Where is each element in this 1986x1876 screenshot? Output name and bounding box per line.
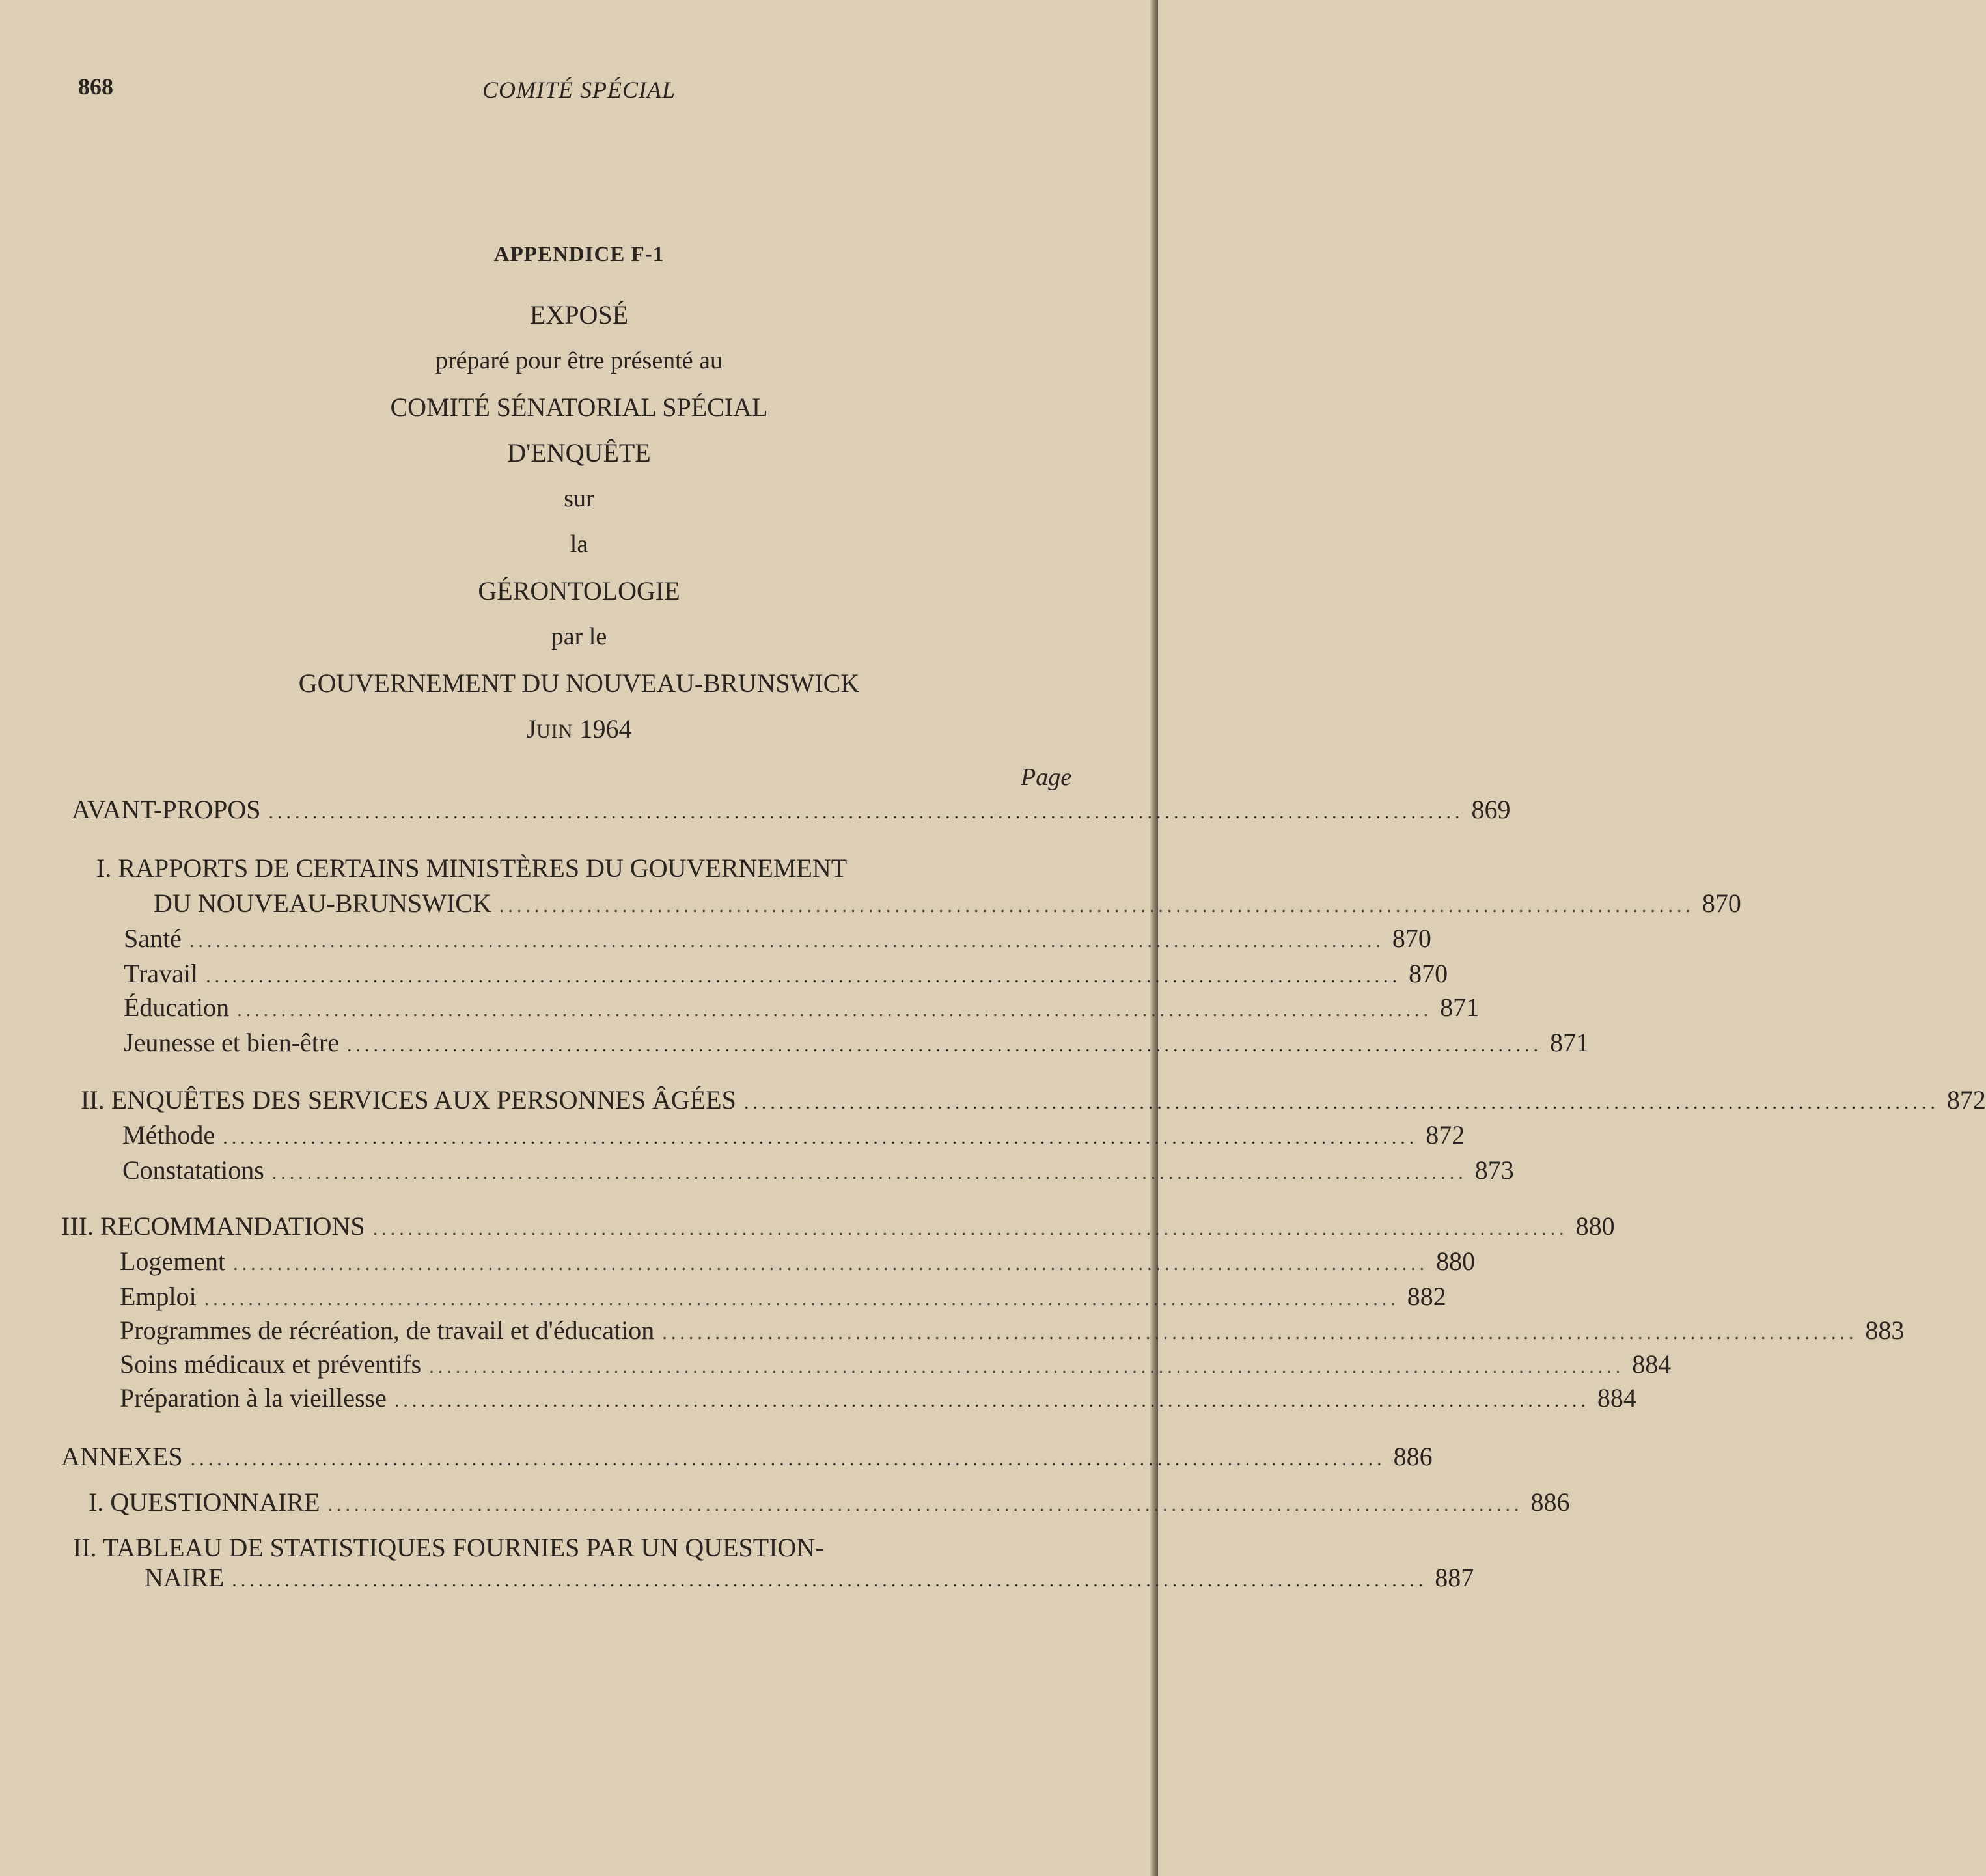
toc-entry-label: Soins médicaux et préventifs bbox=[120, 1349, 422, 1379]
toc-entry-label: Santé bbox=[124, 924, 182, 953]
toc-entry-page: 882 bbox=[1407, 1282, 1446, 1311]
toc-entry-label: Travail bbox=[124, 959, 199, 988]
toc-section-2 bbox=[81, 1084, 1986, 1117]
toc-entry-page: 870 bbox=[1409, 959, 1448, 988]
toc-entry-preparation bbox=[120, 1383, 1636, 1415]
toc-entry-page: 880 bbox=[1575, 1211, 1615, 1241]
toc-entry-sante bbox=[124, 923, 1431, 956]
dot-leader: ........................................................................................................................................ bbox=[237, 999, 1433, 1021]
toc-annex-questionnaire bbox=[89, 1487, 1570, 1519]
toc-entry-label: ANNEXES bbox=[61, 1442, 183, 1471]
toc-entry-label: Constatations bbox=[122, 1155, 264, 1185]
title-line-gouvernement: GOUVERNEMENT DU NOUVEAU-BRUNSWICK bbox=[298, 669, 860, 698]
dot-leader: ........................................................................................................................................ bbox=[662, 1322, 1858, 1344]
toc-entry-emploi bbox=[120, 1281, 1446, 1314]
toc-entry-education bbox=[124, 992, 1480, 1025]
toc-entry-travail bbox=[124, 958, 1448, 991]
date-small-caps: UIN bbox=[536, 721, 573, 742]
toc-annex-tableau bbox=[145, 1562, 1474, 1595]
dot-leader: ........................................................................................................................................ bbox=[268, 801, 1464, 823]
toc-entry-page: 883 bbox=[1865, 1316, 1905, 1345]
dot-leader: ........................................................................................................................................ bbox=[327, 1494, 1523, 1515]
toc-entry-label: NAIRE bbox=[145, 1563, 225, 1592]
toc-entry-page: 884 bbox=[1632, 1349, 1672, 1379]
toc-entry-methode bbox=[122, 1120, 1465, 1152]
dot-leader: ........................................................................................................................................ bbox=[233, 1253, 1429, 1275]
toc-entry-label: Emploi bbox=[120, 1282, 197, 1311]
dot-leader: ........................................................................................................................................ bbox=[189, 930, 1385, 952]
toc-entry-page: 869 bbox=[1471, 795, 1511, 824]
dot-leader: ........................................................................................................................................ bbox=[743, 1092, 1939, 1113]
toc-entry-label: II. ENQUÊTES DES SERVICES AUX PERSONNES ÂGÉES bbox=[81, 1085, 736, 1114]
dot-leader: ........................................................................................................................................ bbox=[394, 1390, 1590, 1411]
dot-leader: ........................................................................................................................................ bbox=[429, 1356, 1625, 1377]
toc-entry-label: I. QUESTIONNAIRE bbox=[89, 1487, 320, 1517]
toc-entry-page: 884 bbox=[1597, 1383, 1636, 1413]
running-head: COMITÉ SPÉCIAL bbox=[482, 77, 676, 103]
dot-leader: ........................................................................................................................................ bbox=[204, 1288, 1400, 1310]
dot-leader: ........................................................................................................................................ bbox=[223, 1127, 1418, 1148]
title-line-gerontologie: GÉRONTOLOGIE bbox=[478, 576, 680, 605]
toc-entry-label: Jeunesse et bien-être bbox=[124, 1028, 339, 1057]
dot-leader: ........................................................................................................................................ bbox=[206, 965, 1401, 987]
toc-entry-label: Préparation à la vieillesse bbox=[120, 1383, 387, 1413]
toc-section-1 bbox=[154, 888, 1741, 920]
title-line-comite: COMITÉ SÉNATORIAL SPÉCIAL bbox=[390, 393, 768, 422]
toc-entry-page: 886 bbox=[1530, 1487, 1570, 1517]
toc-entry-page: 871 bbox=[1440, 993, 1480, 1022]
toc-section-1-heading: I. RAPPORTS DE CERTAINS MINISTÈRES DU GOUVERNEMENT bbox=[96, 853, 848, 883]
toc-entry-page: 870 bbox=[1392, 924, 1431, 953]
toc-entry-soins bbox=[120, 1349, 1672, 1381]
toc-entry-logement bbox=[120, 1246, 1476, 1278]
dot-leader: ........................................................................................................................................ bbox=[232, 1569, 1427, 1591]
toc-annex-tableau-heading: II. TABLEAU DE STATISTIQUES FOURNIES PAR UN QUESTION- bbox=[73, 1533, 824, 1562]
toc-entry-page: 870 bbox=[1702, 889, 1741, 918]
toc-entry-label: DU NOUVEAU-BRUNSWICK bbox=[154, 889, 491, 918]
toc-entry-jeunesse bbox=[124, 1027, 1589, 1060]
toc-entry-programmes bbox=[120, 1315, 1905, 1347]
title-line-la: la bbox=[570, 531, 588, 558]
title-line-prepare: préparé pour être présenté au bbox=[435, 347, 723, 374]
toc-entry-constatations bbox=[122, 1155, 1514, 1187]
toc-entry-label: AVANT-PROPOS bbox=[72, 795, 261, 824]
toc-entry-label: Éducation bbox=[124, 993, 230, 1022]
dot-leader: ........................................................................................................................................ bbox=[346, 1034, 1542, 1056]
dot-leader: ........................................................................................................................................ bbox=[499, 895, 1694, 917]
toc-page-column-label: Page bbox=[1021, 764, 1072, 791]
toc-entry-page: 886 bbox=[1393, 1442, 1433, 1471]
title-line-par-le: par le bbox=[551, 623, 607, 650]
toc-entry-page: 872 bbox=[1946, 1085, 1986, 1114]
title-date bbox=[0, 713, 1158, 744]
toc-entry-page: 873 bbox=[1474, 1155, 1514, 1185]
dot-leader: ........................................................................................................................................ bbox=[271, 1162, 1467, 1183]
toc-entry-avant-propos bbox=[72, 794, 1511, 827]
toc-entry-page: 872 bbox=[1426, 1120, 1465, 1150]
page-number: 868 bbox=[78, 74, 113, 100]
toc-entry-page: 871 bbox=[1549, 1028, 1589, 1057]
title-line-expose: EXPOSÉ bbox=[529, 300, 629, 329]
toc-entry-label: Logement bbox=[120, 1247, 226, 1276]
dot-leader: ........................................................................................................................................ bbox=[190, 1448, 1386, 1470]
toc-section-3 bbox=[61, 1211, 1615, 1243]
toc-entry-page: 887 bbox=[1435, 1563, 1474, 1592]
toc-entry-label: Programmes de récréation, de travail et d'éducation bbox=[120, 1316, 655, 1345]
toc-annexes bbox=[61, 1441, 1433, 1474]
date-year: 1964 bbox=[579, 714, 632, 743]
toc-entry-page: 880 bbox=[1436, 1247, 1476, 1276]
toc-entry-label: III. RECOMMANDATIONS bbox=[61, 1211, 365, 1241]
toc-entry-label: Méthode bbox=[122, 1120, 215, 1150]
dot-leader: ........................................................................................................................................ bbox=[372, 1218, 1568, 1239]
date-initial: J bbox=[526, 714, 537, 743]
title-line-sur: sur bbox=[564, 485, 594, 512]
title-line-enquete: D'ENQUÊTE bbox=[507, 438, 651, 467]
appendix-title: APPENDICE F-1 bbox=[493, 243, 665, 266]
